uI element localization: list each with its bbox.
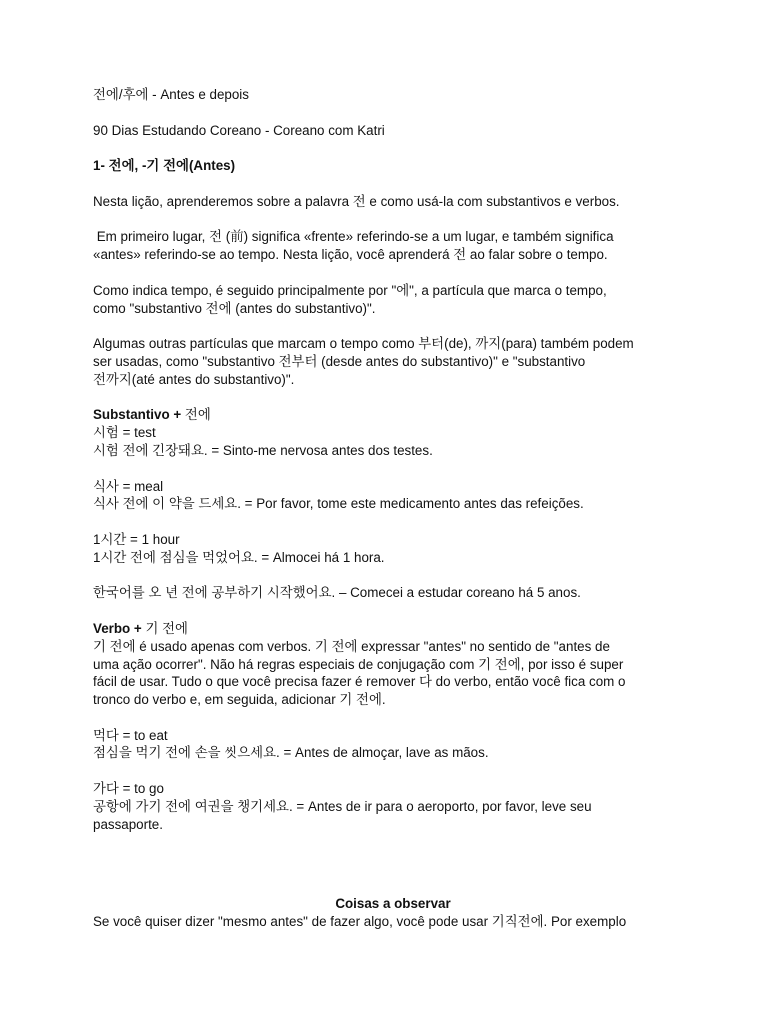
document-title: 전에/후에 - Antes e depois [93,87,249,102]
noun-example [93,584,693,602]
document-page [93,86,693,931]
example-sentence: 시험 전에 긴장돼요. = Sinto-me nervosa antes dos testes. [93,442,433,458]
paragraph-line: Como indica tempo, é seguido principalmente por "에", a partícula que marca o tempo, [93,282,607,298]
paragraph-line: 전까지(até antes do substantivo)". [93,371,295,387]
example-sentence: 점심을 먹기 전에 손을 씻으세요. = Antes de almoçar, lave as mãos. [93,745,489,761]
example-sentence: 1시간 전에 점심을 먹었어요. = Almocei há 1 hora. [93,549,385,565]
verb-heading-bold: Verbo + [93,620,142,636]
verb-example [93,727,693,763]
course-name: 90 Dias Estudando Coreano - Coreano com Katri [93,122,385,138]
example-sentence-continued: passaporte. [93,816,163,832]
vocab-line: 가다 = to go [93,781,164,797]
example-sentence: 공항에 가기 전에 여권을 챙기세요. = Antes de ir para o aeroporto, por favor, leve seu [93,798,592,814]
paragraph-line: Em primeiro lugar, 전 (前) significa «frente» referindo-se a um lugar, e também significa [93,229,614,245]
verb-example [93,780,693,833]
time-paragraph [93,282,693,318]
vocab-line: 먹다 = to eat [93,727,168,743]
observe-heading: Coisas a observar [335,896,451,912]
example-sentence: 식사 전에 이 약을 드세요. = Por favor, tome este medicamento antes das refeições. [93,496,584,512]
vocab-line: 시험 = test [93,425,156,441]
example-sentence: 한국어를 오 년 전에 공부하기 시작했어요. – Comecei a estudar coreano há 5 anos. [93,585,581,601]
noun-example [93,531,693,567]
section1-suffix: (Antes) [188,158,236,174]
verb-explanation [93,638,693,709]
noun-example [93,424,693,460]
section1-heading [93,157,693,175]
noun-heading-rest: 전에 [181,407,211,423]
paragraph-line: como "substantivo 전에 (antes do substantivo)". [93,300,376,316]
paragraph-line: fácil de usar. Tudo o que você precisa fazer é remover 다 do verbo, então você fica com o [93,674,626,690]
noun-heading-bold: Substantivo + [93,407,182,423]
paragraph-line: ser usadas, como "substantivo 전부터 (desde antes do substantivo)" e "substantivo [93,353,586,369]
noun-example [93,478,693,514]
intro-paragraph: Nesta lição, aprenderemos sobre a palavra 전 e como usá-la com substantivos e verbos. [93,193,620,209]
vocab-line: 1시간 = 1 hour [93,531,180,547]
paragraph-line: uma ação ocorrer". Não há regras especiais de conjugação com 기 전에, por isso é super [93,656,624,672]
paragraph-line: «antes» referindo-se ao tempo. Nesta lição, você aprenderá 전 ao falar sobre o tempo. [93,247,608,263]
section1-number: 1- [93,158,105,174]
paragraph-line: tronco do verbo e, em seguida, adicionar 기 전에. [93,692,386,708]
first-paragraph [93,228,693,264]
section1-korean: 전에, -기 전에 [104,158,189,174]
noun-section-heading [93,406,693,424]
particles-paragraph [93,335,693,388]
paragraph-line: Algumas outras partículas que marcam o tempo como 부터(de), 까지(para) também podem [93,336,634,352]
observe-text: Se você quiser dizer "mesmo antes" de fazer algo, você pode usar 기직전에. Por exemplo [93,914,627,930]
verb-section-heading [93,620,693,638]
vocab-line: 식사 = meal [93,478,164,494]
paragraph-line: 기 전에 é usado apenas com verbos. 기 전에 expressar "antes" no sentido de "antes de [93,638,610,654]
verb-heading-rest: 기 전에 [141,620,188,636]
